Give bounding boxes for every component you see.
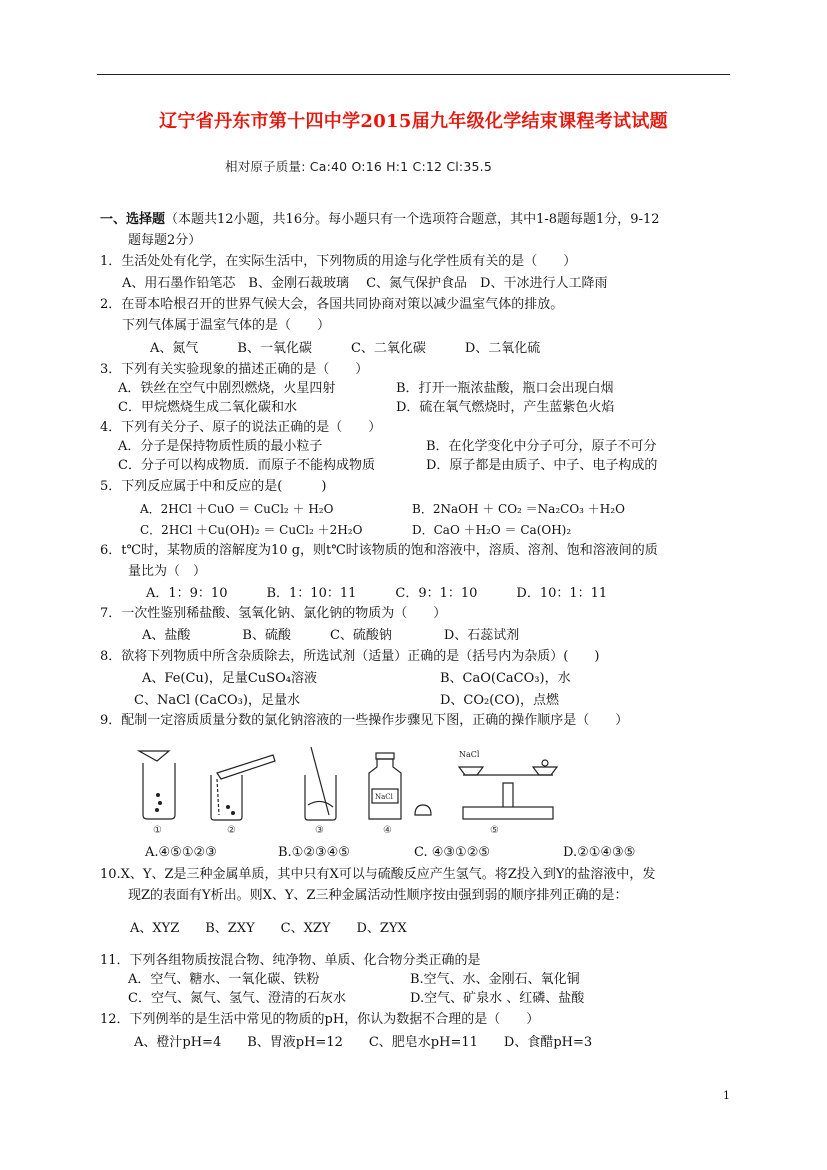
- q11-option-c: C．空气、氮气、氢气、澄清的石灰水: [128, 991, 346, 1006]
- beaker-funnel-image: [139, 751, 175, 819]
- q8-stem: 8．欲将下列物质中所含杂质除去，所选试剂（适量）正确的是（括号内为杂质）( ): [100, 649, 600, 664]
- page-number: 1: [723, 1089, 730, 1102]
- q9-option-d: D.②①④③⑤: [563, 845, 636, 860]
- q5-stem: 5．下列反应属于中和反应的是( ): [100, 479, 327, 494]
- q12-options: A、橙汁pH=4 B、胃液pH=12 C、肥皂水pH=11 D、食醋pH=3: [134, 1035, 593, 1050]
- fig-label-1: ①: [153, 825, 162, 836]
- q5-option-d: D．CaO ＋H₂O ＝ Ca(OH)₂: [412, 523, 572, 537]
- q11-option-a: A．空气、糖水、一氧化碳、铁粉: [128, 972, 320, 987]
- fig-label-3: ③: [315, 825, 324, 836]
- q8-option-b: B、CaO(CaCO₃)，水: [440, 671, 571, 686]
- exam-title: 辽宁省丹东市第十四中学2015届九年级化学结束课程考试试题: [159, 111, 668, 132]
- q5-option-b: B．2NaOH ＋ CO₂ ＝Na₂CO₃ ＋H₂O: [412, 502, 625, 516]
- q5-option-a: A．2HCl ＋CuO ＝ CuCl₂ ＋ H₂O: [140, 502, 334, 516]
- q9-option-a: A.④⑤①②③: [145, 845, 217, 860]
- bottle-label: NaCl: [375, 793, 393, 801]
- q2-stem: 2．在哥本哈根召开的世界气候大会，各国共同协商对策以减少温室气体的排放。: [100, 297, 564, 312]
- q9-procedure-figure: [133, 745, 693, 837]
- q2-stem-cont: 下列气体属于温室气体的是（ ）: [122, 318, 331, 333]
- section-desc: （本题共12小题，共16分。每小题只有一个选项符合题意，其中1-8题每题1分，9-12: [165, 212, 660, 227]
- fig-label-2: ②: [227, 825, 236, 836]
- q3-option-c: C．甲烷燃烧生成二氧化碳和水: [118, 400, 297, 415]
- fig-label-5: ⑤: [490, 825, 499, 836]
- q3-option-d: D．硫在氧气燃烧时，产生蓝紫色火焰: [396, 400, 615, 415]
- q4-option-b: B．在化学变化中分子可分，原子不可分: [426, 439, 657, 454]
- section-heading: [100, 212, 660, 228]
- q3-stem: 3．下列有关实验现象的描述正确的是（ ）: [100, 362, 369, 377]
- fig-label-4: ④: [383, 825, 392, 836]
- q10-stem: 10.X、Y、Z是三种金属单质，其中只有X可以与硫酸反应产生氢气。将Z投入到Y的盐溶液中，发: [100, 867, 656, 882]
- q11-stem: 11．下列各组物质按混合物、纯净物、单质、化合物分类正确的是: [100, 953, 481, 968]
- q4-option-a: A．分子是保持物质性质的最小粒子: [118, 439, 323, 454]
- q8-option-c: C、NaCl (CaCO₃)，足量水: [134, 693, 300, 708]
- stirring-rod-image: [305, 747, 336, 820]
- q5-option-c: C．2HCl ＋Cu(OH)₂ ＝ CuCl₂ ＋2H₂O: [140, 523, 363, 537]
- q6-stem-cont: 量比为（ ）: [128, 564, 207, 579]
- q7-stem: 7．一次性鉴别稀盐酸、氢氧化钠、氯化钠的物质为（ ）: [100, 606, 447, 621]
- nacl-bottle-image: [369, 753, 431, 819]
- header-rule: [97, 74, 730, 75]
- q11-option-d: D.空气、矿泉水 、红磷、盐酸: [410, 991, 585, 1006]
- balance-label: NaCl: [459, 750, 480, 759]
- q8-option-d: D、CO₂(CO)，点燃: [440, 693, 559, 708]
- q9-option-b: B.①②③④⑤: [278, 845, 350, 860]
- section-desc-cont: 题每题2分）: [128, 233, 202, 248]
- q12-stem: 12．下列例举的是生活中常见的物质的pH，你认为数据不合理的是（ ）: [100, 1012, 540, 1027]
- q9-stem: 9．配制一定溶质质量分数的氯化钠溶液的一些操作步骤见下图，正确的操作顺序是（ ）: [100, 713, 629, 728]
- q6-stem: 6．t℃时，某物质的溶解度为10 g，则t℃时该物质的饱和溶液中，溶质、溶剂、饱和溶液间的质: [100, 543, 658, 558]
- q3-option-a: A．铁丝在空气中剧烈燃烧，火星四射: [118, 381, 336, 396]
- q1-options: A、用石墨作铅笔芯 B、金刚石裁玻璃 C、氮气保护食品 D、干冰进行人工降雨: [122, 276, 608, 291]
- q4-option-c: C．分子可以构成物质．而原子不能构成物质: [118, 458, 375, 473]
- q11-option-b: B.空气、水、金刚石、氧化铜: [410, 972, 580, 987]
- q3-option-b: B．打开一瓶浓盐酸，瓶口会出现白烟: [396, 381, 614, 396]
- pouring-cylinder-image: [211, 755, 275, 820]
- q10-stem-cont: 现Z的表面有Y析出。则X、Y、Z三种金属活动性顺序按由强到弱的顺序排列正确的是：: [128, 888, 628, 903]
- q8-option-a: A、Fe(Cu)，足量CuSO₄溶液: [142, 671, 317, 686]
- q4-stem: 4．下列有关分子、原子的说法正确的是（ ）: [100, 420, 382, 435]
- q9-option-c: C. ④③①②⑤: [414, 845, 491, 860]
- q6-options: A．1：9：10 B．1：10：11 C．9：1：10 D．10：1：11: [146, 586, 608, 601]
- q10-options: A、XYZ B、ZXY C、XZY D、ZYX: [130, 921, 407, 936]
- q7-options: A、盐酸 B、硫酸 C、硫酸钠 D、石蕊试剂: [142, 628, 520, 643]
- balance-image: [459, 750, 557, 819]
- atomic-mass-line: 相对原子质量: Ca:40 O:16 H:1 C:12 Cl:35.5: [225, 159, 492, 174]
- q4-option-d: D．原子都是由质子、中子、电子构成的: [426, 458, 658, 473]
- q2-options: A、氮气 B、一氧化碳 C、二氧化碳 D、二氧化硫: [150, 341, 541, 356]
- section-label: 一、选择题: [100, 212, 166, 227]
- q1-stem: 1．生活处处有化学，在实际生活中，下列物质的用途与化学性质有关的是（ ）: [100, 254, 577, 269]
